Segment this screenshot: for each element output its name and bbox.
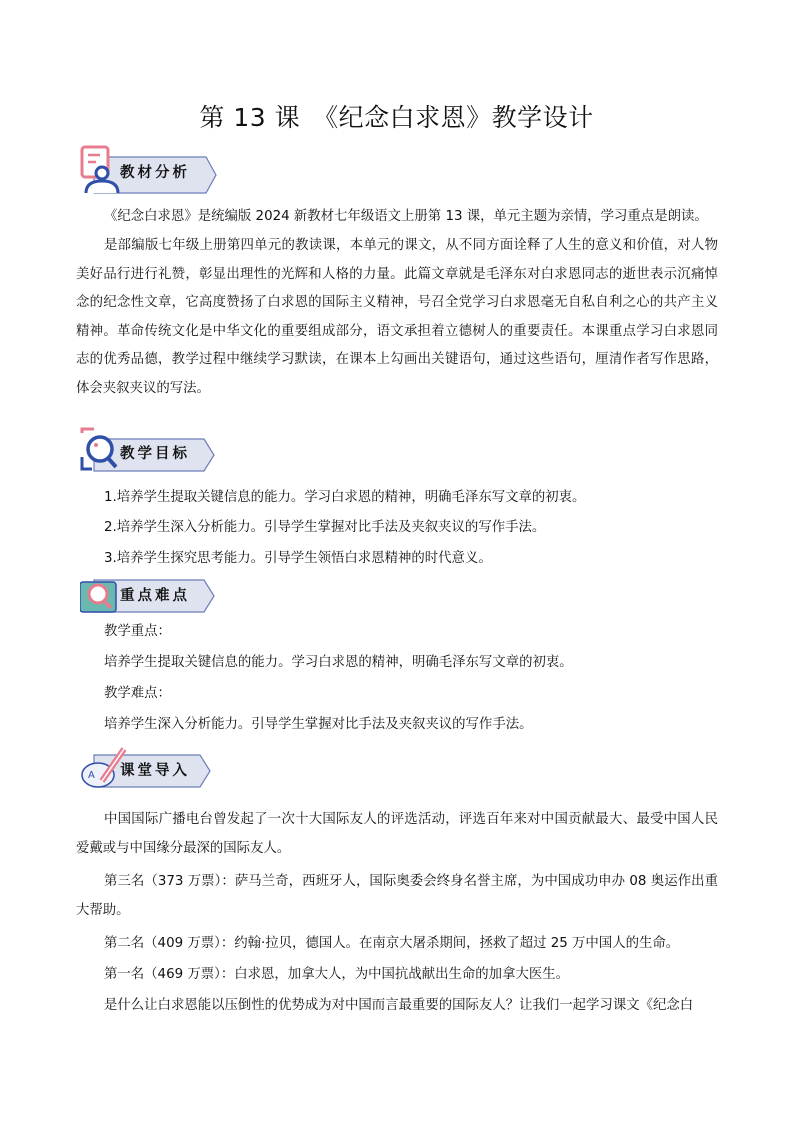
svg-text:A: A: [88, 770, 95, 781]
list-item: 3.培养学生探究思考能力。引导学生领悟白求恩精神的时代意义。: [104, 551, 492, 566]
focus-label: 教学重点：: [104, 624, 171, 639]
paragraph: 第三名（373 万票）：萨马兰奇，西班牙人，国际奥委会终身名誉主席，为中国成功申办 08 奥运作出重大帮助。: [76, 874, 718, 918]
paragraph: 《纪念白求恩》是统编版 2024 新教材七年级语文上册第 13 课，单元主题为亲情，学习重点是朗读。: [104, 209, 708, 224]
section-heading: 课堂导入: [120, 762, 190, 779]
paragraph: 第一名（469 万票）：白求恩，加拿大人，为中国抗战献出生命的加拿大医生。: [104, 967, 570, 982]
paragraph: 中国国际广播电台曾发起了一次十大国际友人的评选活动，评选百年来对中国贡献最大、最受中国人民爱戴或与中国缘分最深的国际友人。: [76, 812, 718, 856]
section-heading: 教材分析: [120, 164, 190, 181]
list-item: 2.培养学生深入分析能力。引导学生掌握对比手法及夹叙夹议的写作手法。: [104, 520, 546, 535]
page-title: 第 13 课 《纪念白求恩》教学设计: [199, 103, 594, 132]
difficulty-text: 培养学生深入分析能力。引导学生掌握对比手法及夹叙夹议的写作手法。: [104, 717, 533, 732]
section-heading: 教学目标: [120, 445, 190, 462]
section-banner-analysis: [80, 143, 220, 195]
paragraph: 第二名（409 万票）：约翰·拉贝，德国人。在南京大屠杀期间，拯救了超过 25 万中国人的生命。: [104, 936, 680, 951]
paragraph: 是什么让白求恩能以压倒性的优势成为对中国而言最重要的国际友人？让我们一起学习课文《纪念白: [104, 998, 694, 1013]
difficulty-label: 教学难点：: [104, 686, 171, 701]
focus-text: 培养学生提取关键信息的能力。学习白求恩的精神，明确毛泽东写文章的初衷。: [104, 655, 573, 670]
list-item: 1.培养学生提取关键信息的能力。学习白求恩的精神，明确毛泽东写文章的初衷。: [104, 490, 586, 505]
section-heading: 重点难点: [120, 587, 190, 604]
paragraph: 是部编版七年级上册第四单元的教读课，本单元的课文，从不同方面诠释了人生的意义和价值，对人物美好品行进行礼赞，彰显出理性的光辉和人格的力量。此篇文章就是毛泽东对白求恩同志的逝世表示沉痛悼念的纪念性文章，它高度赞扬了白求恩的国际主义精神，号召全党学习白求恩毫无自私自利之心的共产主义精神。革命传统文化是中华文化的重要组成部分，语文承担着立德树人的重要责任。本课重点学习白求恩同志的优秀品德，教学过程中继续学习默读，在课本上勾画出关键语句，通过这些语句，厘清作者写作思路，体会夹叙夹议的写法。: [76, 238, 718, 396]
section-banner-intro: [80, 745, 220, 797]
section-banner-goals: [80, 427, 220, 479]
